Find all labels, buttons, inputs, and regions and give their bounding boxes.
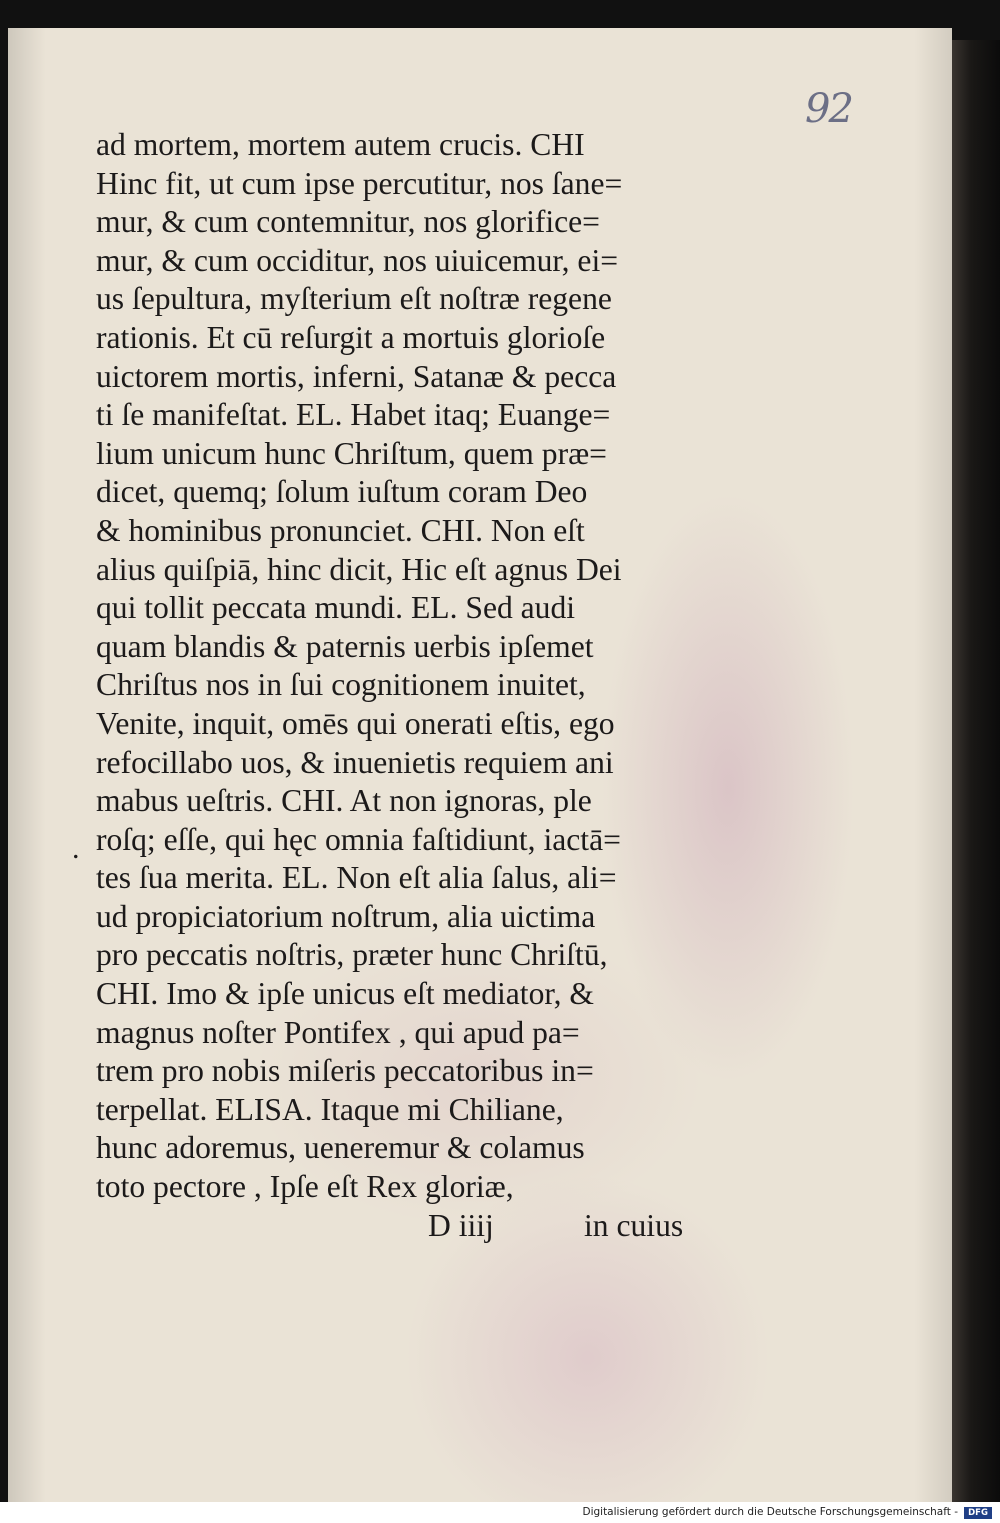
- text-line: mabus ueſtris. CHI. At non ignoras, ple: [96, 783, 592, 819]
- signature-line: [96, 1207, 736, 1246]
- text-line: quam blandis & paternis uerbis ipſemet: [96, 628, 594, 664]
- text-line: us ſepultura, myſterium eſt noſtræ regene: [96, 281, 612, 317]
- catchword: in cuius: [584, 1207, 684, 1243]
- footer-credit: Digitalisierung gefördert durch die Deutsche Forschungsgemeinschaft -: [582, 1506, 958, 1518]
- text-line: tes ſua merita. EL. Non eſt alia ſalus, ali=: [96, 860, 617, 896]
- dfg-logo-icon: DFG: [964, 1507, 992, 1519]
- text-line: trem pro nobis miſeris peccatoribus in=: [96, 1053, 594, 1089]
- text-line: toto pectore , Ipſe eſt Rex gloriæ,: [96, 1169, 514, 1205]
- text-line: qui tollit peccata mundi. EL. Sed audi: [96, 590, 576, 626]
- text-line: Chriſtus nos in ſui cognitionem inuitet,: [96, 667, 586, 703]
- text-line: mur, & cum occiditur, nos uiuicemur, ei=: [96, 242, 619, 278]
- page-edge-shadow: [952, 40, 1000, 1502]
- text-line: ad mortem, mortem autem crucis. CHI: [96, 127, 585, 162]
- text-line: lium unicum hunc Chriſtum, quem præ=: [96, 435, 607, 471]
- text-line: & hominibus pronunciet. CHI. Non eſt: [96, 512, 585, 548]
- folio-number: 92: [805, 86, 852, 132]
- text-line: roſq; eſſe, qui hęc omnia faſtidiunt, iactā=: [96, 821, 621, 857]
- margin-mark: .: [72, 832, 80, 865]
- text-line: magnus noſter Pontifex , qui apud pa=: [96, 1014, 580, 1050]
- text-line: dicet, quemq; ſolum iuſtum coram Deo: [96, 474, 588, 510]
- signature-mark: D iiij: [428, 1207, 494, 1243]
- text-line: CHI. Imo & ipſe unicus eſt mediator, &: [96, 976, 595, 1012]
- text-line: pro peccatis noſtris, præter hunc Chriſtū,: [96, 937, 608, 973]
- text-line: mur, & cum contemnitur, nos glorifice=: [96, 204, 601, 240]
- text-line: ti ſe manifeſtat. EL. Habet itaq; Euange=: [96, 397, 611, 433]
- footer-bar: [0, 1502, 1000, 1523]
- text-block: [96, 126, 736, 1245]
- text-line: rationis. Et cū reſurgit a mortuis glorioſe: [96, 319, 606, 355]
- text-line: alius quiſpiā, hinc dicit, Hic eſt agnus Dei: [96, 551, 622, 587]
- text-line: hunc adoremus, ueneremur & colamus: [96, 1130, 585, 1166]
- text-line: Venite, inquit, omēs qui onerati eſtis, ego: [96, 705, 615, 741]
- text-line: Hinc fit, ut cum ipse percutitur, nos ſane=: [96, 165, 623, 201]
- text-line: ud propiciatorium noſtrum, alia uictima: [96, 898, 596, 934]
- text-line: uictorem mortis, inferni, Satanæ & pecca: [96, 358, 617, 394]
- text-line: terpellat. ELISA. Itaque mi Chiliane,: [96, 1091, 564, 1127]
- text-line: refocillabo uos, & inuenietis requiem ani: [96, 744, 614, 780]
